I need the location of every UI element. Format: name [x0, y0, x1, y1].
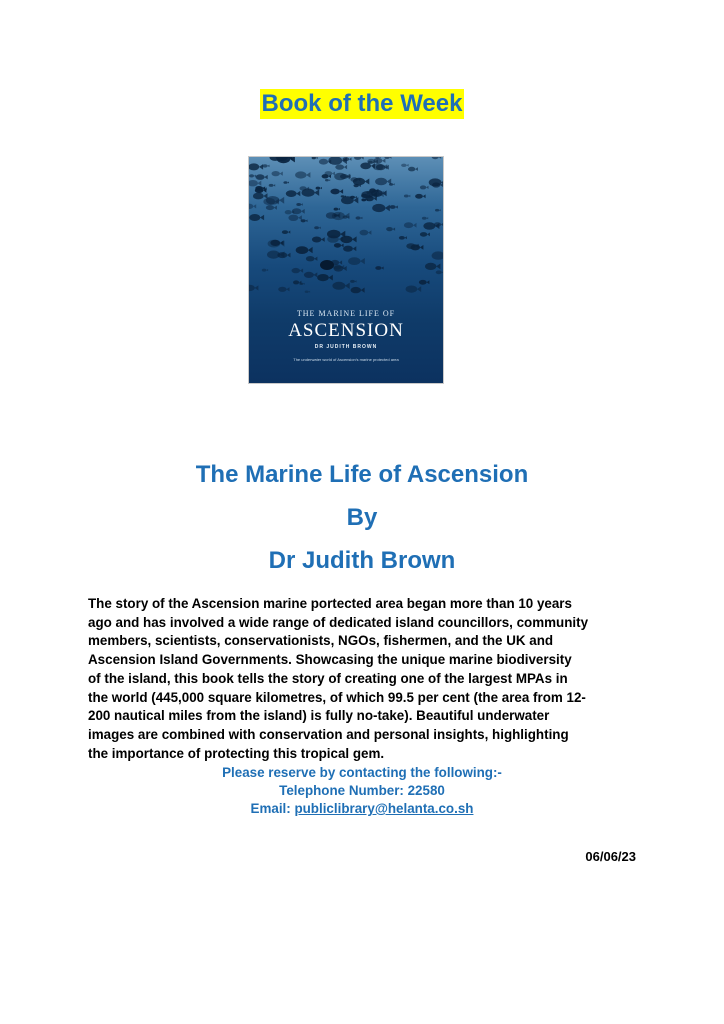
fish-shape	[282, 230, 290, 234]
book-title-by: By	[346, 504, 378, 531]
fish-shape	[420, 232, 430, 237]
fish-shape	[249, 174, 256, 177]
fish-shape	[306, 256, 318, 261]
book-title: The Marine Life of Ascension	[195, 461, 529, 488]
fish-shape	[283, 181, 289, 184]
fish-shape	[373, 158, 385, 164]
contact-email-line	[0, 800, 724, 818]
fish-shape	[262, 164, 269, 167]
cover-subtitle: THE MARINE LIFE OF	[296, 309, 396, 318]
fish-shape	[317, 274, 333, 281]
book-title-block	[0, 453, 724, 582]
contact-email-label: Email:	[250, 801, 295, 816]
book-author: Dr Judith Brown	[268, 547, 456, 574]
fish-shape	[262, 269, 268, 272]
fish-shape	[249, 285, 258, 291]
fish-shape	[353, 178, 369, 186]
fish-shape	[434, 222, 444, 227]
fish-shape	[249, 204, 256, 209]
fish-shape	[292, 268, 304, 273]
fish-shape	[350, 280, 356, 283]
fish-shape	[249, 214, 264, 221]
contact-email-link[interactable]: publiclibrary@helanta.co.sh	[294, 801, 474, 816]
fish-shape	[404, 195, 410, 198]
fish-shape	[277, 252, 290, 258]
notice-date: 06/06/23	[585, 849, 636, 864]
fish-shape	[375, 178, 391, 186]
book-description: The story of the Ascension marine portected area began more than 10 years ago and has involved a wide range of dedicated island councillors, community members, scientists, conservationists, NGOs, fishermen, and the UK and Ascension Island Governments. Showcasing the unique marine biodiversity of the island, this book tells the story of creating one of the largest MPAs in the world (445,000 square kilometres, of which 99.5 per cent (the area from 12- 200 nautical miles from the island) is fully no-take). Beautiful underwater images are combined with conservation and personal insights, highlighting the importance of protecting this tropical gem.	[88, 596, 589, 761]
fish-shape	[334, 173, 350, 180]
fish-shape	[272, 171, 283, 176]
fish-shape	[341, 236, 357, 243]
fish-shape	[332, 282, 349, 290]
fish-shape	[249, 163, 263, 170]
fish-shape	[316, 187, 322, 190]
fish-shape	[420, 185, 429, 189]
fish-shape	[432, 157, 442, 159]
fish-shape	[386, 227, 395, 231]
fish-shape	[356, 216, 363, 219]
contact-telephone: Telephone Number: 22580	[279, 783, 445, 798]
contact-block	[0, 764, 724, 818]
fish-shape	[295, 171, 310, 178]
fish-shape	[305, 291, 310, 293]
fish-shape	[348, 257, 365, 265]
fish-shape	[249, 180, 261, 186]
fish-shape	[278, 287, 289, 292]
fish-shape	[419, 280, 429, 285]
fish-shape	[256, 174, 268, 180]
fish-shape	[360, 230, 372, 236]
fish-shape	[422, 217, 428, 220]
fish-shape	[372, 204, 390, 212]
fish-shape	[325, 179, 330, 181]
fish-shape	[312, 237, 325, 243]
fish-shape	[270, 240, 283, 246]
fish-shape	[385, 157, 392, 159]
fish-shape	[286, 190, 301, 197]
fish-shape	[253, 193, 268, 200]
fish-shape	[432, 251, 444, 259]
fish-shape	[408, 167, 418, 172]
fish-shape	[334, 243, 344, 248]
fish-shape	[425, 263, 440, 270]
fish-shape	[406, 286, 422, 293]
fish-shape	[436, 270, 444, 274]
fish-shape	[399, 236, 407, 240]
fish-shape	[314, 226, 321, 229]
fish-shape	[435, 209, 441, 212]
diver-silhouette	[320, 260, 334, 270]
fish-shape	[334, 208, 340, 211]
fish-shape	[330, 189, 343, 195]
fish-shape	[296, 203, 302, 206]
fish-shape	[343, 246, 356, 252]
fish-shape	[401, 164, 409, 167]
fish-shape	[296, 246, 313, 254]
contact-intro: Please reserve by contacting the following:-	[222, 765, 502, 780]
cover-tagline: The underwater world of Ascension's marine protected area	[293, 357, 399, 362]
fish-shape	[411, 244, 424, 250]
fish-shape	[375, 266, 383, 270]
page-heading: Book of the Week	[261, 90, 463, 117]
fish-shape	[312, 157, 318, 159]
fish-shape	[266, 205, 277, 210]
fish-shape	[292, 208, 305, 214]
cover-author: DR JUDITH BROWN	[314, 344, 378, 350]
fish-shape	[354, 157, 364, 160]
fish-shape	[351, 287, 365, 293]
book-cover-image	[248, 156, 444, 384]
heading-container	[0, 89, 724, 119]
fish-shape	[302, 189, 320, 197]
fish-shape	[269, 184, 276, 187]
fish-shape	[304, 272, 317, 278]
fish-shape	[288, 215, 302, 221]
cover-title: ASCENSION	[288, 320, 404, 341]
fish-shape	[390, 205, 398, 209]
fish-shape	[335, 164, 347, 169]
fish-shape	[415, 194, 426, 199]
fish-shape	[404, 222, 417, 228]
fish-shape	[327, 235, 343, 242]
